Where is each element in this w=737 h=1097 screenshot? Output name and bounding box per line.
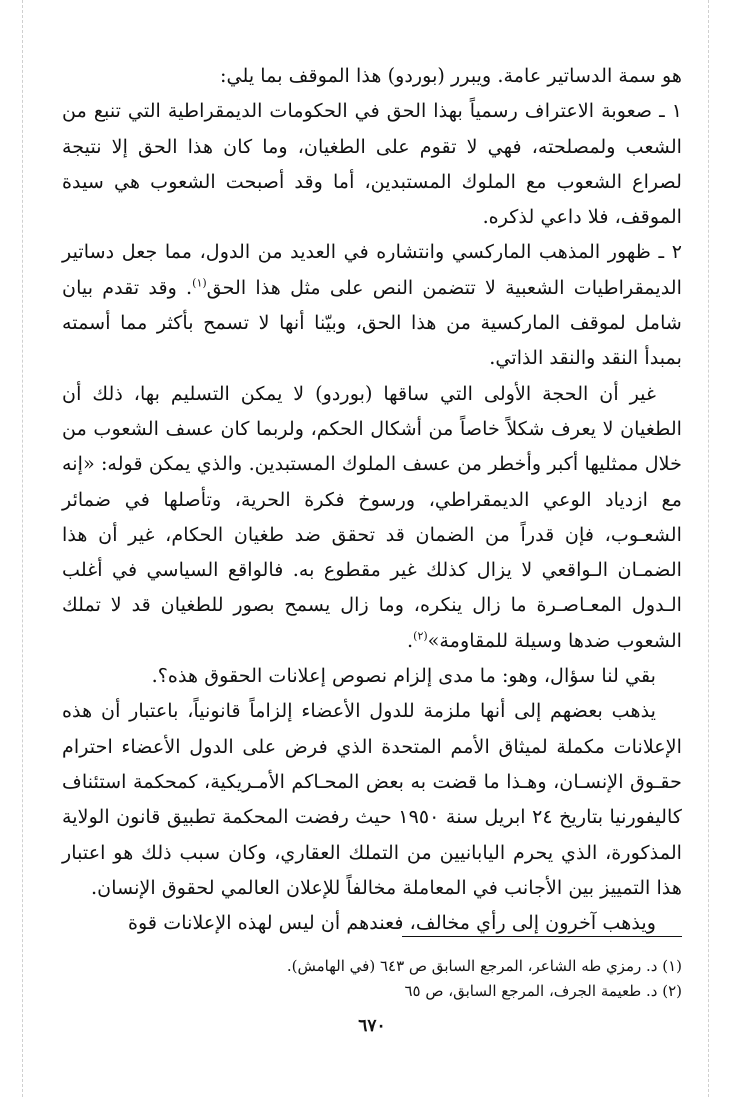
paragraph-point-2-tail: . وقد تقدم بيان شامل لموقف الماركسية من هذا الحق، وبيّنا أنها لا تسمح بأكثر مما أسمته بمبدأ النقد والنقد الذاتي. [62, 275, 682, 370]
footnote-marker-1: (١) [192, 276, 207, 290]
paragraph-point-1: ١ ـ صعوبة الاعتراف رسمياً بهذا الحق في الحكومات الديمقراطية التي تنبع من الشعب ولمصلحته، فهي لا تقوم على الطغيان، وما كان هذا الحق إلا نتيجة لصراع الشعوب مع الملوك المستبدين، أما وقد أصبحت الشعوب هي سيدة الموقف، فلا داعي لذكره. [62, 99, 682, 229]
paragraph-intro: هو سمة الدساتير عامة. ويبرر (بوردو) هذا الموقف بما يلي: [220, 64, 682, 87]
footnote-1: (١) د. رمزي طه الشاعر، المرجع السابق ص ٦٤٣ (في الهامش). [286, 957, 682, 975]
footnote-separator [402, 936, 682, 937]
page-number: ٦٧٠ [358, 1016, 386, 1036]
paragraph-question: بقي لنا سؤال، وهو: ما مدى إلزام نصوص إعلانات الحقوق هذه؟. [151, 664, 656, 688]
document-page [62, 58, 682, 1058]
paragraph-point-2-text: ٢ ـ ظهور المذهب الماركسي وانتشاره في العديد من الدول، مما جعل دساتير الديمقراطيات الشعبية لا تتضمن النص على مثل هذا الحق [62, 240, 682, 299]
scan-margin-line-left [22, 0, 23, 1097]
scan-margin-line-right [708, 0, 709, 1097]
paragraph-point-2 [62, 234, 682, 375]
footnotes [62, 954, 682, 1004]
paragraph-argument [62, 376, 682, 658]
body-text [62, 58, 682, 940]
footnote-marker-2: (٢) [413, 629, 428, 643]
paragraph-binding-view: يذهب بعضهم إلى أنها ملزمة للدول الأعضاء إلزاماً قانونياً، باعتبار أن هذه الإعلانات مكملة لميثاق الأمم المتحدة الذي فرض على الدول الأعضاء احترام حقـوق الإنسـان، وهـذا ما قضت به بعض المحـاكم الأمـريكية، كمحكمة استئناف كاليفورنيا بتاريخ ٢٤ ابريل سنة ١٩٥٠ حيث رفضت المحكمة تطبيق قانون الولاية المذكورة، الذي يحرم اليابانيين من التملك العقاري، وكان سبب ذلك هو اعتبار هذا التمييز بين الأجانب في المعاملة مخالفاً للإعلان العالمي لحقوق الإنسان. [62, 699, 682, 899]
paragraph-argument-tail: . [407, 628, 414, 652]
footnote-2: (٢) د. طعيمة الجرف، المرجع السابق، ص ٦٥ [404, 982, 682, 1000]
paragraph-opposing-view: ويذهب آخرون إلى رأي مخالف، فعندهم أن ليس لهذه الإعلانات قوة [127, 911, 656, 935]
paragraph-argument-text: غير أن الحجة الأولى التي ساقها (بوردو) لا يمكن التسليم بها، ذلك أن الطغيان لا يعرف شكلاً خاصاً من أشكال الحكم، ولربما كان عسف الشعوب من خلال ممثليها أكبر وأخطر من عسف الملوك المستبدين. والذي يمكن قوله: «إنه مع ازدياد الوعي الديمقراطي، ورسوخ فكرة الحرية، وتأصلها في ضمائر الشعـوب، فإن قدراً من الضمان قد تحقق ضد طغيان الحكام، غير أن هذا الضمـان الـواقعي لا يزال كذلك غير مقطوع به. فالواقع السياسي في أغلب الـدول المعـاصـرة ما زال ينكره، وما زال يسمح بصور للطغيان قد لا تملك الشعوب ضدها وسيلة للمقاومة» [62, 381, 682, 652]
